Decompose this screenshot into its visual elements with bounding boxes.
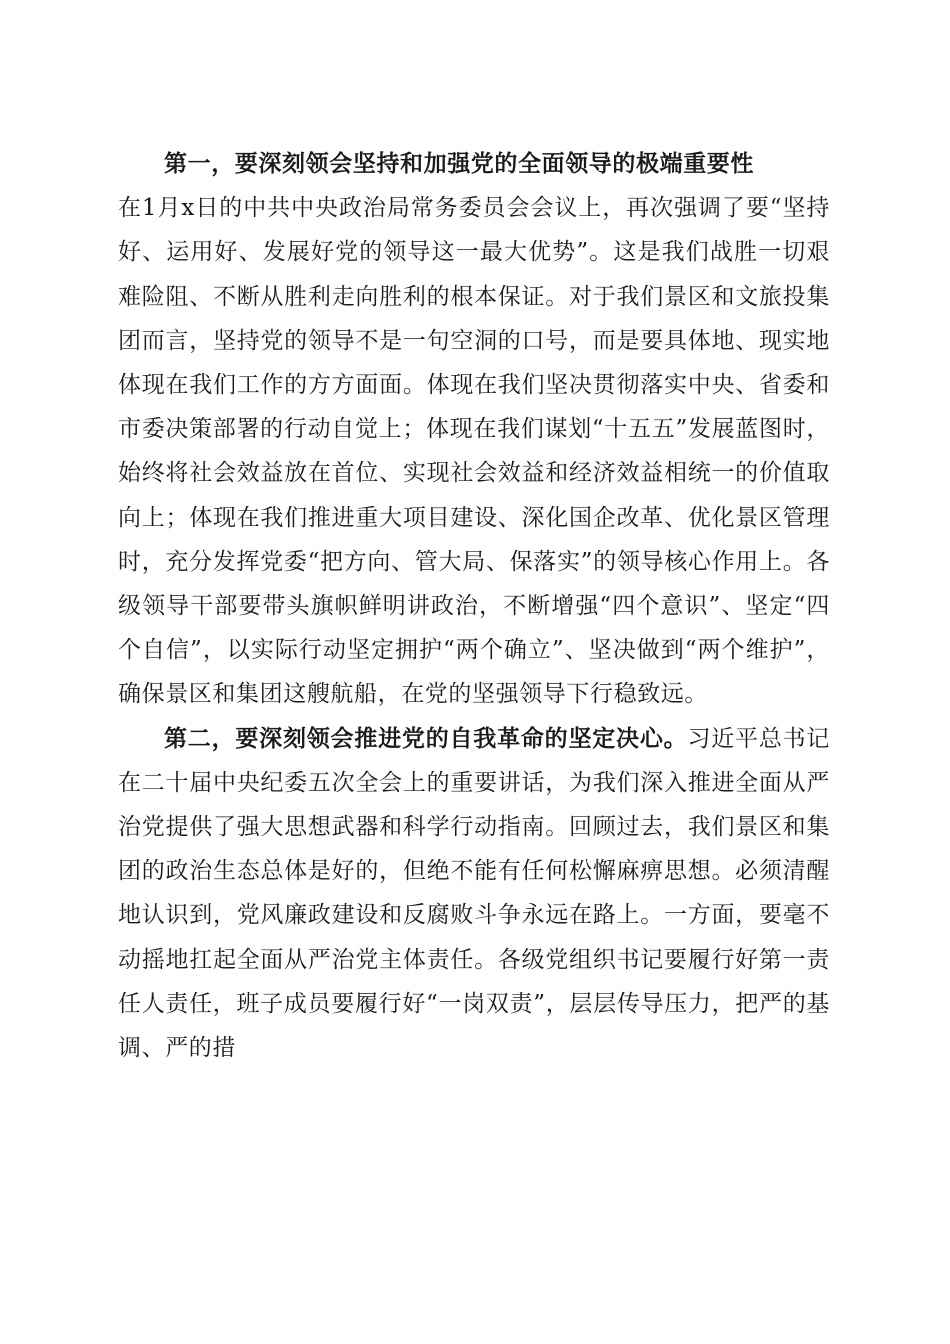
paragraph-2-body: 习近平总书记在二十届中央纪委五次全会上的重要讲话，为我们深入推进全面从严治党提供了强大思想武器和科学行动指南。回顾过去，我们景区和集团的政治生态总体是好的，但绝不能有任何松懈麻痹思想。必须清醒地认识到，党风廉政建设和反腐败斗争永远在路上。一方面，要毫不动摇地扛起全面从严治党主体责任。各级党组织书记要履行好第一责任人责任，班子成员要履行好“一岗双责”，层层传导压力，把严的基调、严的措: [118, 725, 830, 1062]
paragraph-2-heading: 第二，要深刻领会推进党的自我革命的坚定决心。: [164, 724, 688, 752]
paragraph-1: [118, 142, 830, 717]
paragraph-1-heading: 第一，要深刻领会坚持和加强党的全面领导的极端重要性: [164, 150, 754, 177]
document-body: [118, 142, 830, 1070]
paragraph-1-body: 在1月x日的中共中央政治局常务委员会会议上，再次强调了要“坚持好、运用好、发展好党的领导这一最大优势”。这是我们战胜一切艰难险阻、不断从胜利走向胜利的根本保证。对于我们景区和文旅投集团而言，坚持党的领导不是一句空洞的口号，而是要具体地、现实地体现在我们工作的方方面面。体现在我们坚决贯彻落实中央、省委和市委决策部署的行动自觉上；体现在我们谋划“十五五”发展蓝图时，始终将社会效益放在首位、实现社会效益和经济效益相统一的价值取向上；体现在我们推进重大项目建设、深化国企改革、优化景区管理时，充分发挥党委“把方向、管大局、保落实”的领导核心作用上。各级领导干部要带头旗帜鲜明讲政治，不断增强“四个意识”、坚定“四个自信”，以实际行动坚定拥护“两个确立”、坚决做到“两个维护”，确保景区和集团这艘航船，在党的坚强领导下行稳致远。: [118, 195, 830, 708]
paragraph-2: [118, 717, 830, 1071]
